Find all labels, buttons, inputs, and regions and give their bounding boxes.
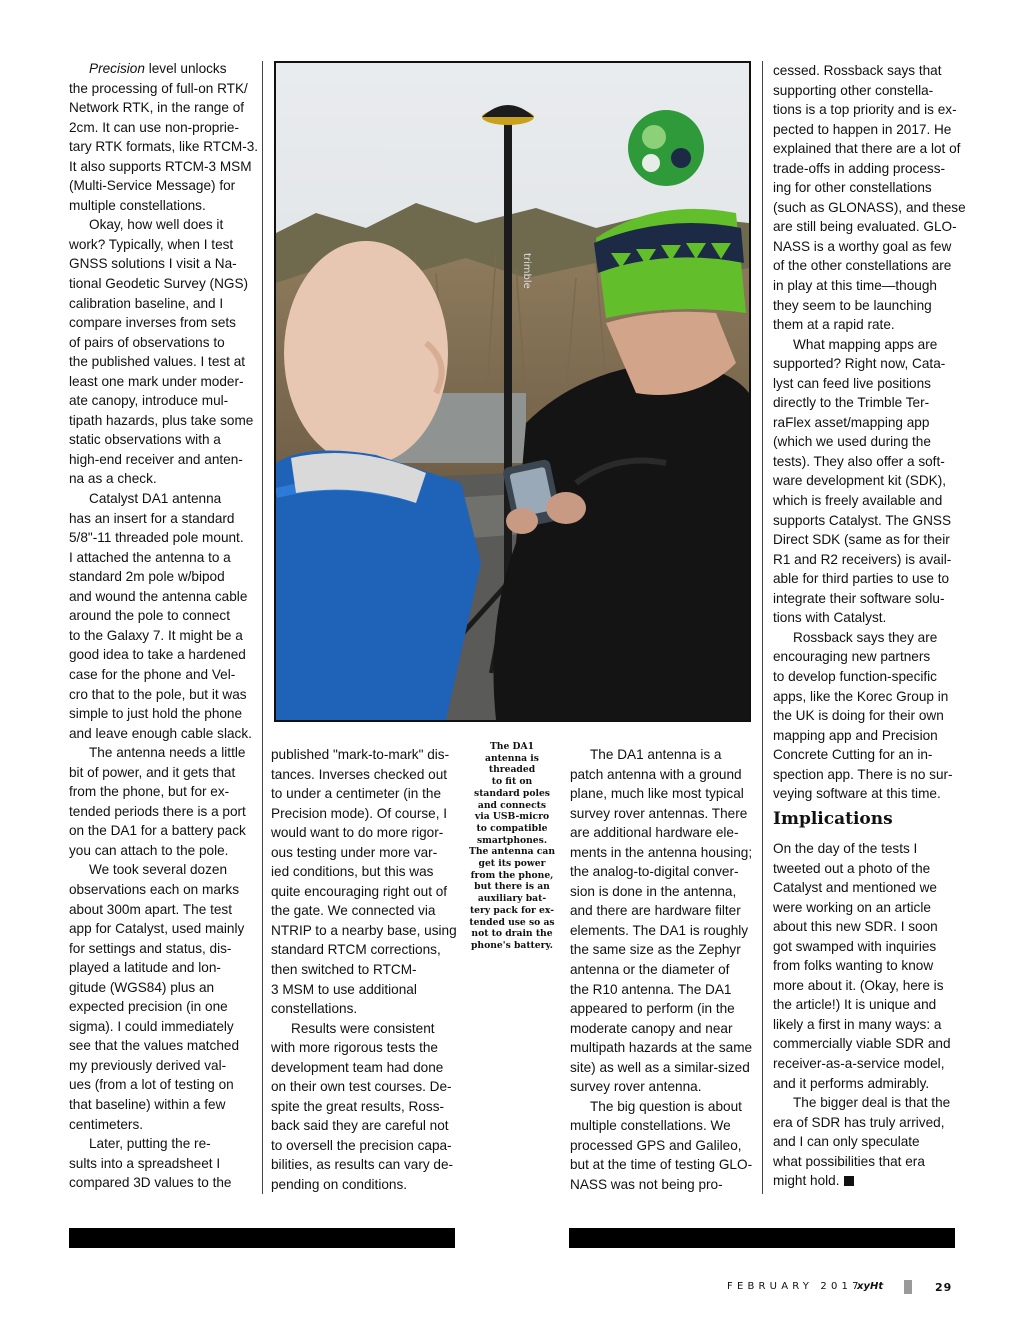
photo-illustration xyxy=(276,63,749,720)
text-line: work? Typically, when I test xyxy=(69,236,234,252)
text-line: gitude (WGS84) plus an xyxy=(69,979,215,995)
text-line: plane, much like most typical xyxy=(570,786,744,802)
caption-line: to fit on xyxy=(491,776,533,788)
article-column-1 xyxy=(69,59,257,1193)
text-line xyxy=(773,1034,963,1054)
text-line: good idea to take a hardened xyxy=(69,647,246,663)
text-line-content: receiver-as-a-service model, xyxy=(773,1056,945,1072)
text-line: of pairs of observations to xyxy=(69,334,225,350)
text-line: Direct SDK (same as for their xyxy=(773,532,950,548)
footer-divider-block xyxy=(904,1280,912,1294)
text-line: The DA1 antenna is a xyxy=(590,747,722,762)
text-line: around the pole to connect xyxy=(69,608,230,624)
text-line: of the other constellations are xyxy=(773,258,952,274)
text-line: ate canopy, introduce mul- xyxy=(69,393,229,409)
text-line: in play at this time—though xyxy=(773,278,937,294)
text-line: 3 MSM to use additional xyxy=(271,981,417,997)
text-line: the UK is doing for their own xyxy=(773,708,944,724)
text-line-content: got swamped with inquiries xyxy=(773,938,937,954)
caption-line: but there is an xyxy=(474,881,550,893)
end-mark-icon xyxy=(844,1176,854,1186)
column-divider xyxy=(262,61,263,1194)
text-line: tipath hazards, plus take some xyxy=(69,412,254,428)
caption-line: The antenna can xyxy=(468,846,556,858)
black-bar-left xyxy=(69,1228,455,1248)
italic-lead-word: Precision xyxy=(89,61,145,76)
black-bar-right xyxy=(569,1228,955,1248)
text-line: standard 2m pole w/bipod xyxy=(69,569,225,585)
text-line xyxy=(773,1015,963,1035)
text-line: Later, putting the re- xyxy=(89,1136,211,1152)
article-column-3 xyxy=(570,745,760,1195)
text-line: mapping app and Precision xyxy=(773,727,938,743)
text-line-content: about this new SDR. I soon xyxy=(773,919,938,935)
text-line: for settings and status, dis- xyxy=(69,940,232,956)
text-line: published "mark-to-mark" dis- xyxy=(271,747,450,762)
text-line: the published values. I test at xyxy=(69,354,246,370)
text-line: cro that to the pole, but it was xyxy=(69,686,247,702)
text-line: supported? Right now, Cata- xyxy=(773,356,946,372)
caption-line: auxiliary bat- xyxy=(477,893,547,905)
text-line: tary RTK formats, like RTCM-3. xyxy=(69,139,259,155)
text-line: centimeters. xyxy=(69,1116,144,1132)
text-line: Okay, how well does it xyxy=(89,217,224,233)
text-line: moderate canopy and near xyxy=(570,1020,733,1036)
caption-line: to compatible xyxy=(476,822,548,834)
text-line-content: and it performs admirably. xyxy=(773,1075,930,1091)
text-line: survey rover antenna. xyxy=(570,1079,702,1095)
caption-line: and connects xyxy=(477,799,547,811)
text-line: sigma). I could immediately xyxy=(69,1018,234,1034)
text-line: are still being evaluated. GLO- xyxy=(773,219,957,235)
text-line: to develop function-specific xyxy=(773,668,937,684)
text-line: ments in the antenna housing; xyxy=(570,844,753,860)
text-line: tions is a top priority and is ex- xyxy=(773,102,957,118)
text-line-content: tweeted out a photo of the xyxy=(773,860,931,876)
text-line: the processing of full-on RTK/ xyxy=(69,80,248,96)
text-line-content: more about it. (Okay, here is xyxy=(773,977,944,993)
article-column-4-continued xyxy=(773,839,963,1191)
text-line-content: from folks wanting to know xyxy=(773,958,934,974)
text-line: (Multi-Service Message) for xyxy=(69,178,236,194)
caption-line: not to drain the xyxy=(471,928,553,940)
caption-line: tery pack for ex- xyxy=(469,904,555,916)
text-line: 5/8"-11 threaded pole mount. xyxy=(69,530,244,546)
text-line: development team had done xyxy=(271,1059,444,1075)
text-line: but at the time of testing GLO- xyxy=(570,1157,753,1173)
text-line: explained that there are a lot of xyxy=(773,141,961,157)
caption-line: smartphones. xyxy=(476,834,548,846)
text-line: would want to do more rigor- xyxy=(271,825,444,841)
text-line: supports Catalyst. The GNSS xyxy=(773,512,952,528)
text-line-content: commercially viable SDR and xyxy=(773,1036,951,1052)
text-line: directly to the Trimble Ter- xyxy=(773,395,930,411)
text-line: antenna or the diameter of xyxy=(570,962,730,978)
text-line-content: were working on an article xyxy=(773,899,931,915)
text-line: supporting other constella- xyxy=(773,82,934,98)
text-line-content: The bigger deal is that the xyxy=(793,1095,951,1111)
text-line xyxy=(773,1054,963,1074)
text-line: and leave enough cable slack. xyxy=(69,725,252,741)
text-line: that baseline) within a few xyxy=(69,1096,226,1112)
caption-line: tended use so as xyxy=(469,916,555,928)
text-line: site) as well as a similar-sized xyxy=(570,1059,750,1075)
text-line: are additional hardware ele- xyxy=(570,825,739,841)
text-line: the R10 antenna. The DA1 xyxy=(570,981,732,997)
text-line: elements. The DA1 is roughly xyxy=(570,922,749,938)
text-line xyxy=(69,59,257,79)
text-line: sion is done in the antenna, xyxy=(570,883,737,899)
text-line-content: Catalyst and mentioned we xyxy=(773,880,937,896)
text-line: patch antenna with a ground xyxy=(570,766,742,782)
text-line: lyst can feed live positions xyxy=(773,375,931,391)
text-line: multipath hazards at the same xyxy=(570,1040,753,1056)
text-line: ing for other constellations xyxy=(773,180,932,196)
text-line: na as a check. xyxy=(69,471,157,487)
article-column-2 xyxy=(271,745,456,1195)
text-line xyxy=(773,956,963,976)
text-line: ware development kit (SDK), xyxy=(773,473,947,489)
text-line: simple to just hold the phone xyxy=(69,706,243,722)
text-line: and wound the antenna cable xyxy=(69,588,248,604)
text-line xyxy=(773,1093,963,1113)
text-line: multiple constellations. xyxy=(69,197,206,213)
text-line: see that the values matched xyxy=(69,1038,240,1054)
text-line: calibration baseline, and I xyxy=(69,295,224,311)
caption-line: antenna is xyxy=(485,752,539,764)
text-line: Precision mode). Of course, I xyxy=(271,805,448,821)
text-line: constellations. xyxy=(271,1001,358,1017)
text-line: my previously derived val- xyxy=(69,1057,227,1073)
text-line xyxy=(773,878,963,898)
text-line: Results were consistent xyxy=(291,1020,435,1036)
footer-issue-date: FEBRUARY 2017 xyxy=(727,1281,863,1292)
text-line xyxy=(773,1171,963,1191)
text-line: on the DA1 for a battery pack xyxy=(69,823,246,839)
text-line-content: likely a first in many ways: a xyxy=(773,1016,942,1032)
photo-caption xyxy=(461,741,563,952)
text-line: the analog-to-digital conver- xyxy=(570,864,739,880)
text-line: processed GPS and Galileo, xyxy=(570,1137,742,1153)
text-line: 2cm. It can use non-proprie- xyxy=(69,119,240,135)
text-line: tions with Catalyst. xyxy=(773,610,887,626)
text-line xyxy=(773,995,963,1015)
text-line: multiple constellations. We xyxy=(570,1118,731,1134)
text-line: I attached the antenna to a xyxy=(69,549,231,565)
text-line: tances. Inverses checked out xyxy=(271,766,448,782)
text-line: to oversell the precision capa- xyxy=(271,1137,452,1153)
text-line xyxy=(773,1132,963,1152)
text-line xyxy=(773,839,963,859)
text-line: they seem to be launching xyxy=(773,297,932,313)
text-line: bilities, as results can vary de- xyxy=(271,1157,454,1173)
text-line: pending on conditions. xyxy=(271,1177,408,1193)
text-line: the same size as the Zephyr xyxy=(570,942,741,958)
caption-line: threaded xyxy=(488,764,536,776)
text-line: GNSS solutions I visit a Na- xyxy=(69,256,237,272)
text-line: R1 and R2 receivers) is avail- xyxy=(773,551,952,567)
text-line: observations each on marks xyxy=(69,881,240,897)
text-line: to under a centimeter (in the xyxy=(271,786,442,802)
text-line: sults into a spreadsheet I xyxy=(69,1155,221,1171)
text-line: (such as GLONASS), and these xyxy=(773,199,966,215)
text-line xyxy=(773,917,963,937)
text-line xyxy=(773,1074,963,1094)
text-line: expected precision (in one xyxy=(69,999,228,1015)
text-line-content: On the day of the tests I xyxy=(773,841,918,856)
text-line: tional Geodetic Survey (NGS) xyxy=(69,276,249,292)
text-line: them at a rapid rate. xyxy=(773,317,895,333)
caption-line: via USB-micro xyxy=(474,811,550,823)
pole-label: trimble xyxy=(521,253,532,289)
text-line: tended periods there is a port xyxy=(69,803,246,819)
article-column-4 xyxy=(773,61,966,804)
text-line: Rossback says they are xyxy=(793,629,938,645)
text-line: Concrete Cutting for an in- xyxy=(773,747,933,763)
text-line: ues (from a lot of testing on xyxy=(69,1077,234,1093)
caption-line: phone's battery. xyxy=(471,939,553,951)
text-line: the gate. We connected via xyxy=(271,903,436,919)
text-line: back said they are careful not xyxy=(271,1118,449,1134)
caption-line: standard poles xyxy=(474,787,550,799)
footer-brand: xyHt xyxy=(857,1281,884,1292)
text-line: then switched to RTCM- xyxy=(271,962,417,978)
text-line: ous testing under more var- xyxy=(271,844,438,860)
text-line: Catalyst DA1 antenna xyxy=(89,491,222,507)
text-line: integrate their software solu- xyxy=(773,590,945,606)
text-line: about 300m apart. The test xyxy=(69,901,232,917)
text-line: app for Catalyst, used mainly xyxy=(69,921,245,937)
text-line: able for third parties to use to xyxy=(773,571,950,587)
text-line: compare inverses from sets xyxy=(69,315,236,331)
text-line: We took several dozen xyxy=(89,862,228,878)
text-line-content: what possibilities that era xyxy=(773,1153,925,1169)
text-line: survey rover antennas. There xyxy=(570,805,748,821)
text-line: tests). They also offer a soft- xyxy=(773,453,945,469)
text-line: which is freely available and xyxy=(773,493,943,509)
text-line: bit of power, and it gets that xyxy=(69,764,236,780)
text-line: apps, like the Korec Group in xyxy=(773,688,949,704)
text-line xyxy=(773,976,963,996)
text-line: least one mark under moder- xyxy=(69,373,244,389)
text-line: case for the phone and Vel- xyxy=(69,666,236,682)
article-photo xyxy=(274,61,751,722)
text-line: and there are hardware filter xyxy=(570,903,741,919)
column-divider xyxy=(762,61,763,1194)
text-line: raFlex asset/mapping app xyxy=(773,414,930,430)
text-line xyxy=(773,898,963,918)
text-line: played a latitude and lon- xyxy=(69,960,221,976)
caption-line: The DA1 xyxy=(489,741,535,752)
text-line: spite the great results, Ross- xyxy=(271,1098,445,1114)
text-line: ied conditions, but this was xyxy=(271,864,434,880)
caption-line: get its power xyxy=(478,858,546,870)
text-line: NASS is a worthy goal as few xyxy=(773,238,952,254)
text-line: you can attach to the pole. xyxy=(69,842,229,858)
text-line: on their own test courses. De- xyxy=(271,1079,452,1095)
text-line: What mapping apps are xyxy=(793,336,938,352)
text-line-content: and I can only speculate xyxy=(773,1134,920,1150)
text-line: with more rigorous tests the xyxy=(271,1040,438,1056)
text-line: to the Galaxy 7. It might be a xyxy=(69,627,243,643)
text-line: appeared to perform (in the xyxy=(570,1001,735,1017)
text-line: Network RTK, in the range of xyxy=(69,100,245,116)
text-line: (which we used during the xyxy=(773,434,931,450)
text-line: standard RTCM corrections, xyxy=(271,942,441,958)
text-line xyxy=(773,859,963,879)
text-line-content: era of SDR has truly arrived, xyxy=(773,1114,945,1130)
text-line-content: might hold. xyxy=(773,1173,840,1189)
text-line: compared 3D values to the xyxy=(69,1175,232,1191)
text-line: The antenna needs a little xyxy=(89,745,246,761)
text-line xyxy=(773,937,963,957)
text-line: quite encouraging right out of xyxy=(271,883,448,899)
text-line: It also supports RTCM-3 MSM xyxy=(69,158,252,174)
text-line: has an insert for a standard xyxy=(69,510,235,526)
section-heading: Implications xyxy=(773,809,893,829)
text-line: from the phone, but for ex- xyxy=(69,784,230,800)
text-line: trade-offs in adding process- xyxy=(773,160,946,176)
text-line: NTRIP to a nearby base, using xyxy=(271,922,457,938)
text-line: NASS was not being pro- xyxy=(570,1177,723,1193)
text-line: cessed. Rossback says that xyxy=(773,63,942,78)
text-line: The big question is about xyxy=(590,1098,742,1114)
text-line xyxy=(773,1113,963,1133)
text-line-rest: level unlocks xyxy=(144,61,227,76)
text-line: static observations with a xyxy=(69,432,221,448)
text-line: spection app. There is no sur- xyxy=(773,766,953,782)
text-line: encouraging new partners xyxy=(773,649,931,665)
text-line: high-end receiver and anten- xyxy=(69,451,243,467)
text-line: veying software at this time. xyxy=(773,786,941,802)
page-number: 29 xyxy=(935,1281,953,1294)
text-line-content: the article!) It is unique and xyxy=(773,997,937,1013)
text-line xyxy=(773,1152,963,1172)
text-line: pected to happen in 2017. He xyxy=(773,121,952,137)
caption-line: from the phone, xyxy=(470,869,554,881)
